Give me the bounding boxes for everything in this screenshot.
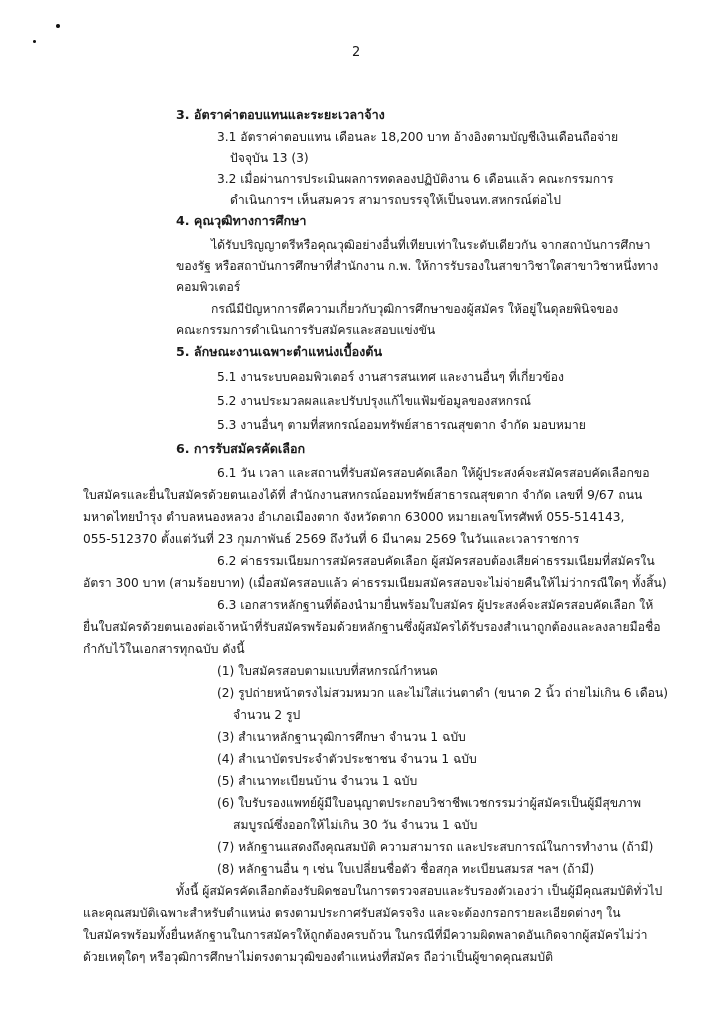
text-line: 5.1 งานระบบคอมพิวเตอร์ งานสารสนเทศ และงานอื่นๆ ที่เกี่ยวข้อง [217,370,564,384]
text-line: อัตรา 300 บาท (สามร้อยบาท) (เมื่อสมัครสอบแล้ว ค่าธรรมเนียมสมัครสอบจะไม่จ่ายคืนให้ไม่ว่ากรณีใดๆ ทั้งสิ้น) [83,576,667,590]
list-item-continuation: จำนวน 2 รูป [233,708,301,722]
list-item: (8) หลักฐานอื่น ๆ เช่น ใบเปลี่ยนชื่อตัว ชื่อสกุล ทะเบียนสมรส ฯลฯ (ถ้ามี) [217,862,595,876]
text-line: 6.1 วัน เวลา และสถานที่รับสมัครสอบคัดเลือก ให้ผู้ประสงค์จะสมัครสอบคัดเลือกขอ [217,466,650,480]
text-line: คณะกรรมการดำเนินการรับสมัครและสอบแข่งขัน [176,323,436,337]
list-item: (6) ใบรับรองแพทย์ผู้มีใบอนุญาตประกอบวิชาชีพเวชกรรมว่าผู้สมัครเป็นผู้มีสุขภาพ [217,796,642,810]
text-line: กำกับไว้ในเอกสารทุกฉบับ ดังนี้ [83,642,245,656]
text-line: ดำเนินการฯ เห็นสมควร สามารถบรรจุให้เป็นจนท.สหกรณ์ต่อไป [230,193,561,207]
text-line: 6.3 เอกสารหลักฐานที่ต้องนำมายื่นพร้อมใบสมัคร ผู้ประสงค์จะสมัครสอบคัดเลือก ให้ [217,598,654,612]
text-line: ยื่นใบสมัครด้วยตนเองต่อเจ้าหน้าที่รับสมัครพร้อมด้วยหลักฐานซึ่งผู้สมัครได้รับรองสำเนาถูกต้องและลงลายมือชื่อ [83,620,661,634]
text-line: 5.2 งานประมวลผลและปรับปรุงแก้ไขแฟ้มข้อมูลของสหกรณ์ [217,394,531,408]
scan-mark [33,40,36,43]
text-line: ใบสมัครและยื่นใบสมัครด้วยตนเองได้ที่ สำนักงานสหกรณ์ออมทรัพย์สาธารณสุขตาก จำกัด เลขที่ 9/67 ถนน [83,488,643,502]
scan-mark [56,24,60,28]
list-item: (2) รูปถ่ายหน้าตรงไม่สวมหมวก และไม่ใส่แว่นตาดำ (ขนาด 2 นิ้ว ถ่ายไม่เกิน 6 เดือน) [217,686,669,700]
text-line: ทั้งนี้ ผู้สมัครคัดเลือกต้องรับผิดชอบในการตรวจสอบและรับรองตัวเองว่า เป็นผู้มีคุณสมบัติทั่วไป [176,884,663,898]
section-heading: 6. การรับสมัครคัดเลือก [176,441,306,456]
text-line: 3.2 เมื่อผ่านการประเมินผลการทดลองปฏิบัติงาน 6 เดือนแล้ว คณะกรรมการ [217,172,614,186]
text-line: 5.3 งานอื่นๆ ตามที่สหกรณ์ออมทรัพย์สาธารณสุขตาก จำกัด มอบหมาย [217,418,586,432]
list-item: (4) สำเนาบัตรประจำตัวประชาชน จำนวน 1 ฉบับ [217,752,477,766]
list-item: (3) สำเนาหลักฐานวุฒิการศึกษา จำนวน 1 ฉบับ [217,730,466,744]
text-line: ด้วยเหตุใดๆ หรือวุฒิการศึกษาไม่ตรงตามวุฒิของตำแหน่งที่สมัคร ถือว่าเป็นผู้ขาดคุณสมบัติ [83,950,554,964]
text-line: ของรัฐ หรือสถาบันการศึกษาที่สำนักงาน ก.พ. ให้การรับรองในสาขาวิชาใดสาขาวิชาหนึ่งทาง [176,259,659,273]
text-line: 6.2 ค่าธรรมเนียมการสมัครสอบคัดเลือก ผู้สมัครสอบต้องเสียค่าธรรมเนียมที่สมัครใน [217,554,655,568]
text-line: กรณีมีปัญหาการตีความเกี่ยวกับวุฒิการศึกษาของผู้สมัคร ให้อยู่ในดุลยพินิจของ [211,302,619,316]
text-line: 055-512370 ตั้งแต่วันที่ 23 กุมภาพันธ์ 2569 ถึงวันที่ 6 มีนาคม 2569 ในวันและเวลาราชการ [83,532,580,546]
section-heading: 3. อัตราค่าตอบแทนและระยะเวลาจ้าง [176,107,385,122]
text-line: ใบสมัครพร้อมทั้งยื่นหลักฐานในการสมัครให้ถูกต้องครบถ้วน ในกรณีที่มีความผิดพลาดอันเกิดจากผู้สมัครไม่ว่า [83,928,648,942]
list-item: (7) หลักฐานแสดงถึงคุณสมบัติ ความสามารถ และประสบการณ์ในการทำงาน (ถ้ามี) [217,840,654,854]
list-item: (5) สำเนาทะเบียนบ้าน จำนวน 1 ฉบับ [217,774,418,788]
text-line: คอมพิวเตอร์ [176,280,241,294]
text-line: มหาดไทยบำรุง ตำบลหนองหลวง อำเภอเมืองตาก จังหวัดตาก 63000 หมายเลขโทรศัพท์ 055-514143, [83,510,625,524]
section-heading: 4. คุณวุฒิทางการศึกษา [176,213,307,228]
list-item: (1) ใบสมัครสอบตามแบบที่สหกรณ์กำหนด [217,664,438,678]
text-line: ได้รับปริญญาตรีหรือคุณวุฒิอย่างอื่นที่เทียบเท่าในระดับเดียวกัน จากสถาบันการศึกษา [211,238,651,252]
text-line: 3.1 อัตราค่าตอบแทน เดือนละ 18,200 บาท อ้างอิงตามบัญชีเงินเดือนถือจ่าย [217,130,619,144]
section-heading: 5. ลักษณะงานเฉพาะตำแหน่งเบื้องต้น [176,344,383,359]
list-item-continuation: สมบูรณ์ซึ่งออกให้ไม่เกิน 30 วัน จำนวน 1 ฉบับ [233,818,478,832]
page-number: 2 [352,45,361,60]
text-line: ปัจจุบัน 13 (3) [230,151,309,165]
text-line: และคุณสมบัติเฉพาะสำหรับตำแหน่ง ตรงตามประกาศรับสมัครจริง และจะต้องกรอกรายละเอียดต่างๆ ใน [83,906,621,920]
